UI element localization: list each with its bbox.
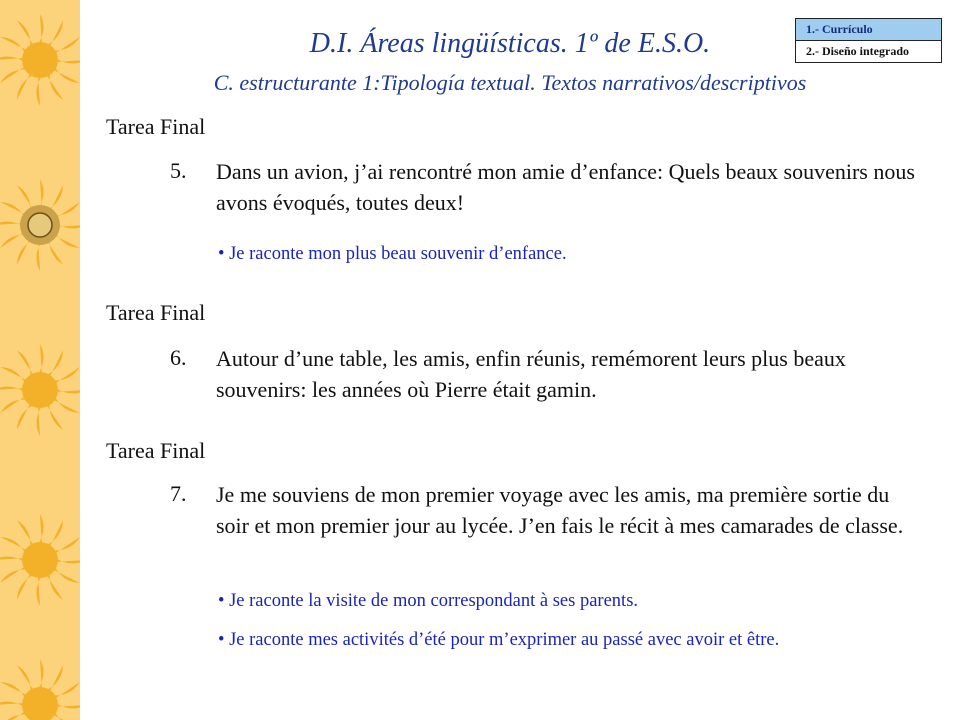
task-number: 5. — [170, 158, 187, 183]
sun-pattern-graphic — [0, 0, 80, 720]
sun-core — [22, 372, 58, 408]
task-text: Dans un avion, j’ai rencontré mon amie d’enfance: Quels beaux souvenirs nous avons évoqués, toutes deux! — [216, 159, 915, 215]
task-number: 6. — [170, 345, 187, 370]
section-heading: Tarea Final — [106, 438, 206, 463]
task-text: Autour d’une table, les amis, enfin réunis, remémorent leurs plus beaux souvenirs: les années où Pierre était gamin. — [216, 346, 846, 402]
sun-face — [28, 213, 52, 237]
activity-bullet: • Je raconte la visite de mon correspondant à ses parents. — [218, 591, 639, 611]
section-heading: Tarea Final — [106, 300, 206, 325]
activity-bullet: • Je raconte mes activités d’été pour m’exprimer au passé avec avoir et être. — [218, 630, 780, 650]
page-subtitle: C. estructurante 1:Tipología textual. Textos narrativos/descriptivos — [213, 70, 807, 95]
activity-bullet: • Je raconte mon plus beau souvenir d’enfance. — [218, 244, 567, 264]
sun-core — [22, 687, 58, 720]
nav-item-curriculo[interactable]: 1.- Currículo — [796, 19, 941, 41]
section-heading: Tarea Final — [106, 114, 206, 139]
decorative-sidebar — [0, 0, 80, 720]
task-text: Je me souviens de mon premier voyage avec les amis, ma première sortie du soir et mon premier jour au lycée. J’en fais le récit à mes camarades de classe. — [216, 482, 904, 538]
page-title: D.I. Áreas lingüísticas. 1º de E.S.O. — [309, 28, 711, 59]
sun-core — [22, 542, 58, 578]
nav-item-diseno-integrado[interactable]: 2.- Diseño integrado — [806, 44, 909, 58]
task-number: 7. — [170, 481, 187, 506]
